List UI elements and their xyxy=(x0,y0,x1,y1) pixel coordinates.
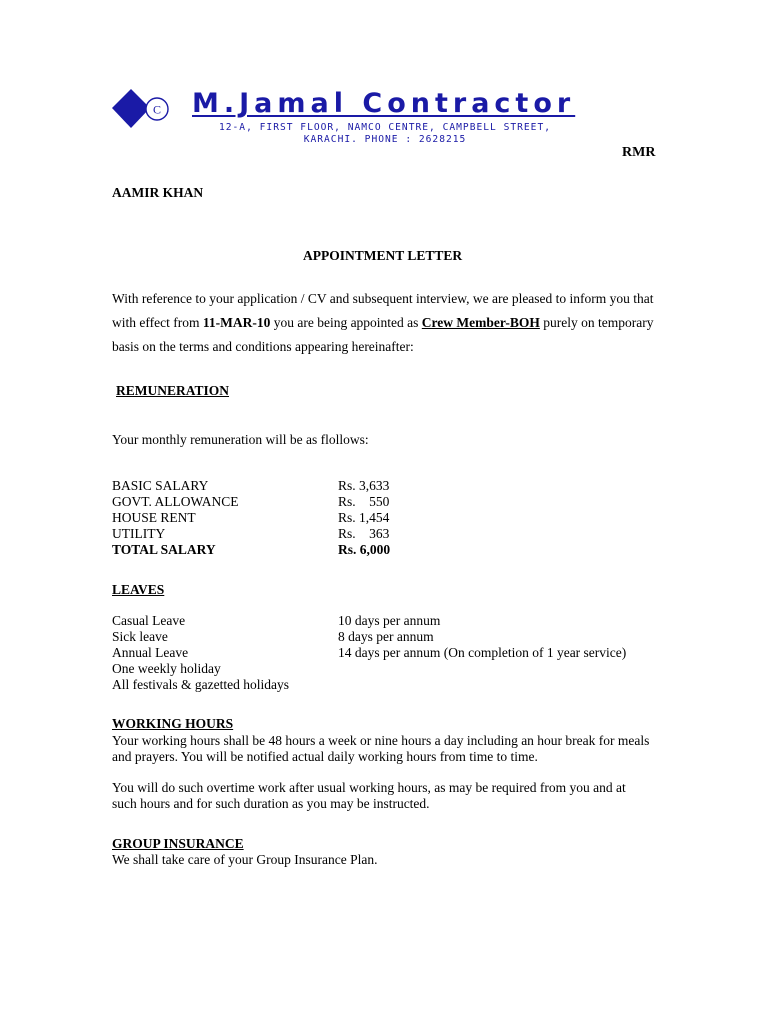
group-insurance-text: We shall take care of your Group Insurance Plan. xyxy=(112,852,378,867)
intro-text-3: purely on temporary basis on the terms and conditions appearing hereinafter: xyxy=(112,315,654,354)
salary-value: Rs. 550 xyxy=(338,494,390,509)
company-name: M.Jamal Contractor xyxy=(192,88,576,119)
salary-value: Rs. 363 xyxy=(338,526,390,541)
salary-label: GOVT. ALLOWANCE xyxy=(112,494,239,509)
intro-text-2: you are being appointed as xyxy=(270,315,422,330)
effective-date: 11-MAR-10 xyxy=(202,315,271,330)
group-insurance-heading: GROUP INSURANCE xyxy=(112,836,244,851)
working-hours-heading: WORKING HOURS xyxy=(112,716,234,731)
salary-label: HOUSE RENT xyxy=(112,510,196,525)
company-address xyxy=(192,122,578,146)
leave-label: Sick leave xyxy=(112,629,168,644)
logo-glyph: C xyxy=(152,102,162,117)
company-logo xyxy=(111,88,173,130)
leave-label: Casual Leave xyxy=(112,613,186,628)
leave-value: 8 days per annum xyxy=(338,629,434,644)
working-hours-paragraph-2: You will do such overtime work after usual working hours, as may be required from you and at such hours and for such duration as you may be instructed. xyxy=(112,780,626,811)
leaves-heading: LEAVES xyxy=(112,582,165,597)
remuneration-heading: REMUNERATION xyxy=(116,383,230,398)
leave-label: Annual Leave xyxy=(112,645,189,660)
salary-label: BASIC SALARY xyxy=(112,478,209,493)
address-line-1: 12-A, FIRST FLOOR, NAMCO CENTRE, CAMPBELL STREET, xyxy=(218,122,552,133)
total-salary-value: Rs. 6,000 xyxy=(338,542,391,557)
position-title: Crew Member-BOH xyxy=(421,315,540,330)
leave-value: 10 days per annum xyxy=(338,613,441,628)
salary-label: UTILITY xyxy=(112,526,166,541)
holiday-text: All festivals & gazetted holidays xyxy=(112,677,289,692)
intro-paragraph xyxy=(112,287,672,359)
salary-value: Rs. 3,633 xyxy=(338,478,390,493)
working-hours-paragraph-1: Your working hours shall be 48 hours a week or nine hours a day including an hour break for meals and prayers. You will be notified actual daily working hours from time to time. xyxy=(112,733,650,764)
letter-title: APPOINTMENT LETTER xyxy=(303,248,463,263)
address-line-2: KARACHI. PHONE : 2628215 xyxy=(303,134,467,145)
leave-value: 14 days per annum (On completion of 1 year service) xyxy=(338,645,627,660)
total-salary-label: TOTAL SALARY xyxy=(112,542,216,557)
holiday-text: One weekly holiday xyxy=(112,661,221,676)
reference-code: RMR xyxy=(622,145,656,160)
salary-value: Rs. 1,454 xyxy=(338,510,390,525)
remuneration-intro: Your monthly remuneration will be as flollows: xyxy=(112,432,369,447)
recipient-name: AAMIR KHAN xyxy=(112,185,204,200)
intro-text-1: With reference to your application / CV and subsequent interview, we are pleased to inform you that with effect from xyxy=(112,291,654,330)
